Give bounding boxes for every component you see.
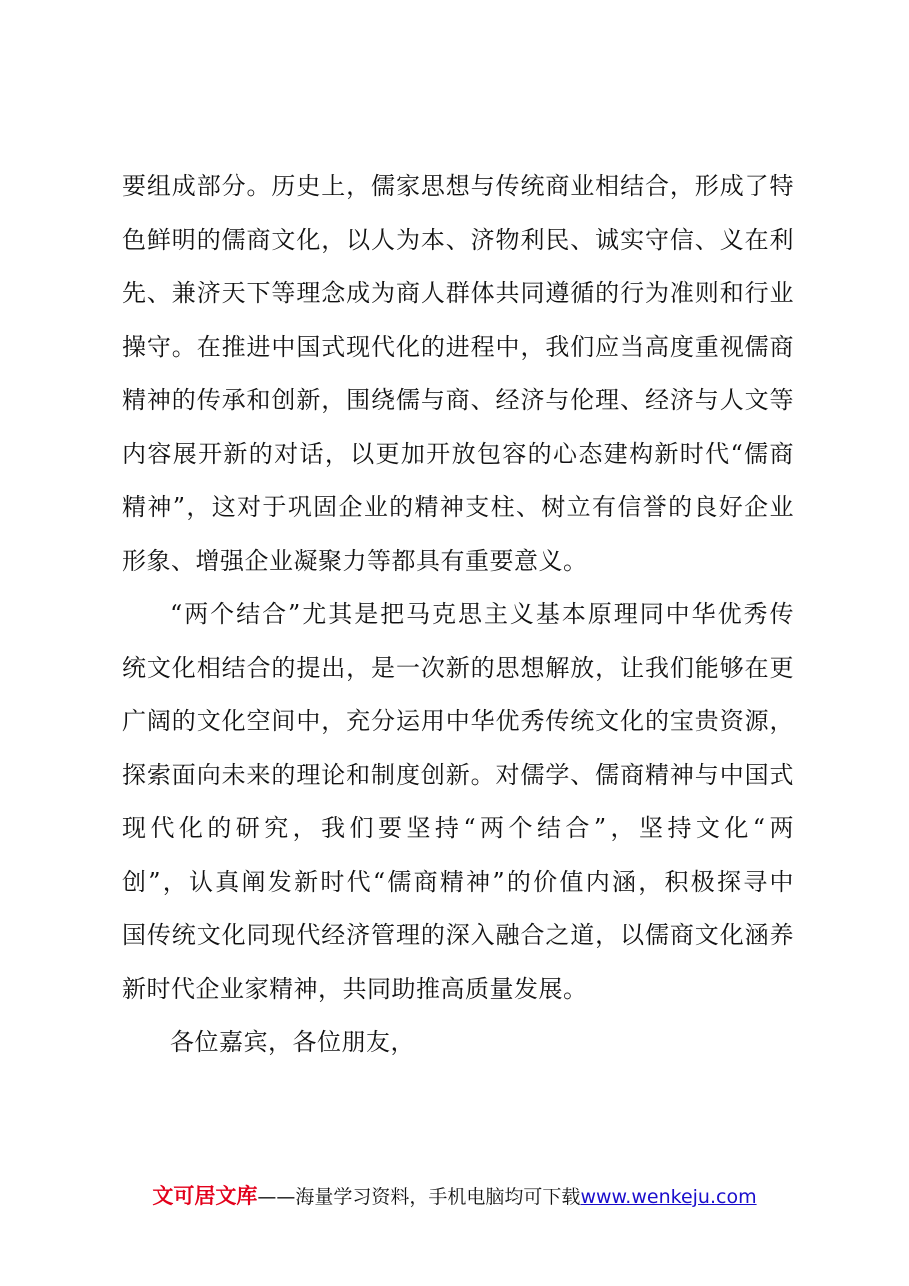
text-line: 探索面向未来的理论和制度创新。对儒学、儒商精神与中国式 [122,760,794,789]
footer-tagline: ——海量学习资料，手机电脑均可下载 [257,1186,581,1208]
text-line: 精神”，这对于巩固企业的精神支柱、树立有信誉的良好企业 [122,493,794,521]
text-line: “两个结合”尤其是把马克思主义基本原理同中华优秀传 [170,600,794,628]
text-line: 国传统文化同现代经济管理的深入融合之道，以儒商文化涵养 [122,921,794,949]
text-line: 统文化相结合的提出，是一次新的思想解放，让我们能够在更 [122,653,794,682]
text-line: 形象、增强企业凝聚力等都具有重要意义。 [122,546,588,575]
text-line: 创”，认真阐发新时代“儒商精神”的价值内涵，积极探寻中 [122,867,794,896]
paragraph-3 [122,1016,794,1070]
text-line: 色鲜明的儒商文化，以人为本、济物利民、诚实守信、义在利 [122,225,794,254]
website-link[interactable]: www.wenkeju.com [580,1186,757,1208]
text-line: 各位嘉宾，各位朋友， [170,1028,415,1056]
text-line: 先、兼济天下等理念成为商人群体共同遵循的行为准则和行业 [122,279,794,307]
text-line: 广阔的文化空间中，充分运用中华优秀传统文化的宝贵资源， [122,707,794,735]
text-line: 新时代企业家精神，共同助推高质量发展。 [122,974,588,1003]
text-line: 内容展开新的对话，以更加开放包容的心态建构新时代“儒商 [122,439,794,468]
brand-name: 文可居文库 [152,1184,258,1208]
footer-banner [0,1182,909,1211]
text-line: 操守。在推进中国式现代化的进程中，我们应当高度重视儒商 [122,332,794,361]
document-body [122,160,794,1070]
paragraph-1 [122,160,794,588]
text-line: 精神的传承和创新，围绕儒与商、经济与伦理、经济与人文等 [122,386,794,414]
text-line: 现代化的研究，我们要坚持“两个结合”，坚持文化“两 [122,814,794,842]
text-line: 要组成部分。历史上，儒家思想与传统商业相结合，形成了特 [122,172,794,200]
paragraph-2 [122,588,794,1016]
